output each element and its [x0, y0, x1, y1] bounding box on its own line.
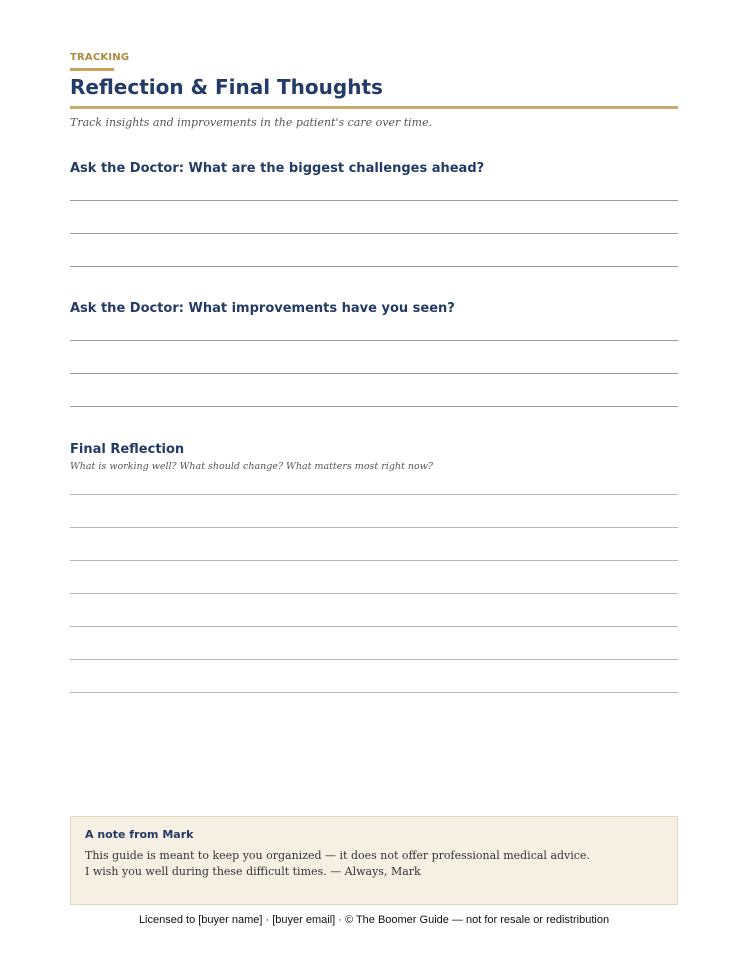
section-eyebrow: TRACKING: [70, 52, 130, 63]
license-footer: Licensed to [buyer name] · [buyer email] · © The Boomer Guide — not for resale or redistribution: [138, 914, 610, 926]
improvements-answer-line-3[interactable]: [70, 406, 678, 407]
improvements-answer-line-2[interactable]: [70, 373, 678, 374]
reflection-line-2[interactable]: [70, 527, 678, 528]
note-line-2: I wish you well during these difficult times. — Always, Mark: [85, 865, 421, 878]
reflection-line-5[interactable]: [70, 626, 678, 627]
page-title: Reflection & Final Thoughts: [70, 75, 383, 99]
note-body: [85, 848, 590, 880]
reflection-line-3[interactable]: [70, 560, 678, 561]
reflection-line-1[interactable]: [70, 494, 678, 495]
reflection-line-7[interactable]: [70, 692, 678, 693]
final-reflection-heading: Final Reflection: [70, 442, 185, 457]
eyebrow-rule: [70, 68, 114, 71]
page-subtitle: Track insights and improvements in the patient's care over time.: [70, 116, 433, 129]
improvements-answer-line-1[interactable]: [70, 340, 678, 341]
reflection-line-4[interactable]: [70, 593, 678, 594]
final-reflection-prompt: What is working well? What should change? What matters most right now?: [70, 461, 433, 472]
challenges-answer-line-2[interactable]: [70, 233, 678, 234]
reflection-line-6[interactable]: [70, 659, 678, 660]
note-title: A note from Mark: [85, 828, 194, 841]
challenges-answer-line-3[interactable]: [70, 266, 678, 267]
challenges-question: Ask the Doctor: What are the biggest challenges ahead?: [70, 161, 485, 176]
title-rule: [70, 106, 678, 109]
challenges-answer-line-1[interactable]: [70, 200, 678, 201]
note-line-1: This guide is meant to keep you organized — it does not offer professional medical advice.: [85, 849, 590, 862]
improvements-question: Ask the Doctor: What improvements have you seen?: [70, 301, 455, 316]
note-box: [70, 816, 678, 905]
